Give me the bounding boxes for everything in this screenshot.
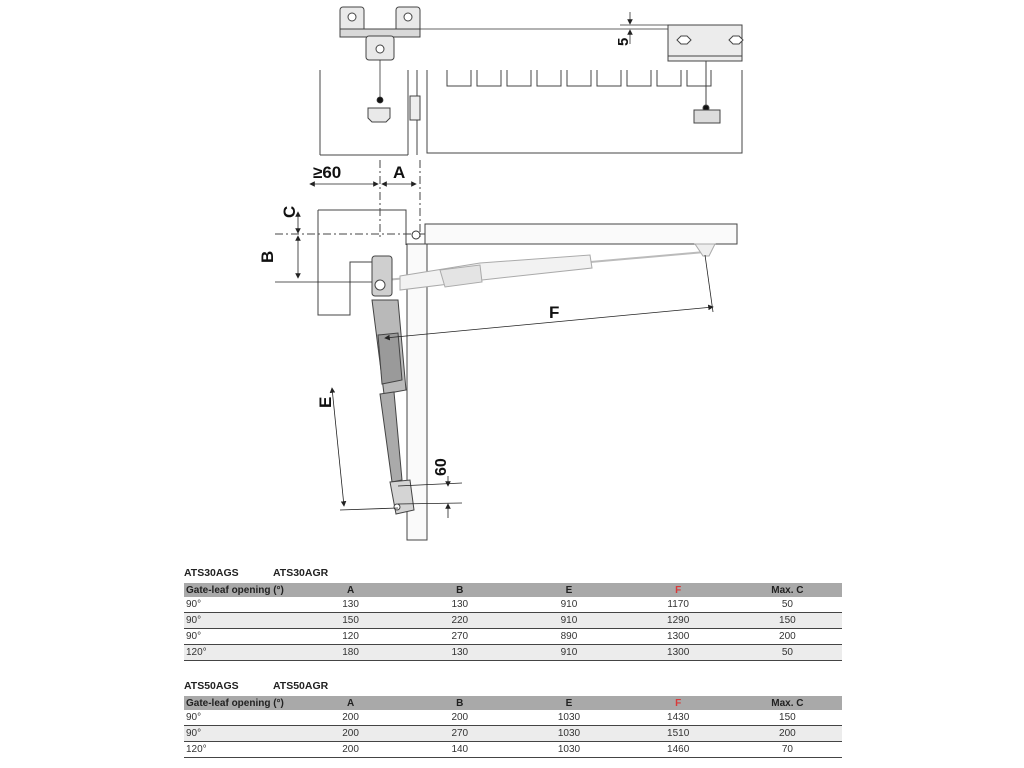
gate-leaf-closed (425, 224, 737, 244)
table-cell: 90° (186, 615, 202, 626)
table-cell: 120° (186, 744, 207, 755)
dim-gte60-label: ≥60 (313, 163, 342, 182)
table-cell: 1030 (557, 744, 581, 755)
dimensions-table-ats50 (184, 696, 842, 758)
table-cell: 150 (342, 615, 359, 626)
operator-closed-position (385, 244, 715, 290)
table-cell: 70 (781, 744, 793, 755)
table-cell: 120° (186, 647, 207, 658)
model-name: ATS30AGR (273, 567, 329, 579)
table-cell: 1430 (667, 712, 690, 723)
table-header-row (184, 583, 842, 597)
column-header: E (565, 584, 573, 596)
dimensions-table-ats30 (184, 583, 842, 661)
table-cell: 90° (186, 599, 202, 610)
table-cell: 140 (451, 744, 469, 755)
column-header: A (346, 697, 355, 709)
column-header: E (565, 697, 573, 709)
table-cell: 1300 (667, 631, 690, 642)
table-cell: 200 (779, 728, 796, 739)
table-cell: 50 (781, 599, 793, 610)
column-header: Max. C (771, 584, 804, 596)
column-header: B (456, 697, 464, 709)
pillar-elevation (320, 70, 420, 155)
column-header: Gate-leaf opening (°) (186, 697, 284, 709)
table-cell: 910 (560, 615, 578, 626)
table-cell: 1030 (557, 728, 581, 739)
dim-60-label: 60 (433, 458, 450, 476)
column-header: F (675, 697, 682, 709)
table-cell: 200 (779, 631, 796, 642)
table-cell: 180 (342, 647, 359, 658)
table-row (184, 726, 842, 742)
table-row (184, 710, 842, 726)
model-names (184, 563, 842, 579)
table-cell: 200 (342, 728, 359, 739)
table-cell: 910 (560, 647, 578, 658)
column-header: Gate-leaf opening (°) (186, 584, 284, 596)
table-row (184, 629, 842, 645)
table-header-row (184, 696, 842, 710)
leaf-bracket-top (668, 25, 743, 123)
table-cell: 270 (451, 728, 469, 739)
column-header: A (346, 584, 355, 596)
table-cell: 50 (781, 647, 793, 658)
model-name: ATS50AGS (184, 680, 239, 692)
table-cell: 910 (560, 599, 578, 610)
model-names (184, 676, 842, 692)
table-cell: 130 (451, 647, 469, 658)
table-cell: 150 (779, 712, 796, 723)
table-cell: 200 (342, 744, 359, 755)
dim-f-label: F (549, 303, 560, 322)
table-cell: 1170 (667, 599, 689, 610)
model-name: ATS30AGS (184, 567, 239, 579)
table-block-ats30 (184, 563, 842, 661)
column-header: B (456, 584, 464, 596)
hinge-point (412, 231, 420, 239)
dim-5-label: 5 (615, 37, 632, 46)
table-cell: 200 (451, 712, 469, 723)
table-row (184, 613, 842, 629)
table-cell: 90° (186, 712, 202, 723)
table-row (184, 742, 842, 758)
column-header: F (675, 584, 682, 596)
dim-b-label: B (258, 250, 277, 263)
dim-a-label: A (393, 163, 406, 182)
table-block-ats50 (184, 676, 842, 758)
table-cell: 1030 (557, 712, 581, 723)
table-cell: 130 (342, 599, 359, 610)
dim-e-label: E (316, 396, 335, 408)
table-row (184, 597, 842, 613)
table-cell: 90° (186, 728, 202, 739)
table-cell: 120 (342, 631, 359, 642)
top-bracket-assembly (340, 7, 420, 60)
table-cell: 890 (560, 631, 578, 642)
table-cell: 220 (451, 615, 469, 626)
table-cell: 150 (779, 615, 796, 626)
dim-c-label: C (280, 205, 299, 218)
table-cell: 1290 (667, 615, 690, 626)
table-cell: 1460 (667, 744, 690, 755)
table-cell: 1510 (667, 728, 690, 739)
table-cell: 1300 (667, 647, 690, 658)
table-cell: 130 (451, 599, 469, 610)
top-reference-lines (377, 12, 668, 103)
model-name: ATS50AGR (273, 680, 329, 692)
table-cell: 270 (451, 631, 469, 642)
table-cell: 200 (342, 712, 359, 723)
table-cell: 90° (186, 631, 202, 642)
column-header: Max. C (771, 697, 804, 709)
table-row (184, 645, 842, 661)
